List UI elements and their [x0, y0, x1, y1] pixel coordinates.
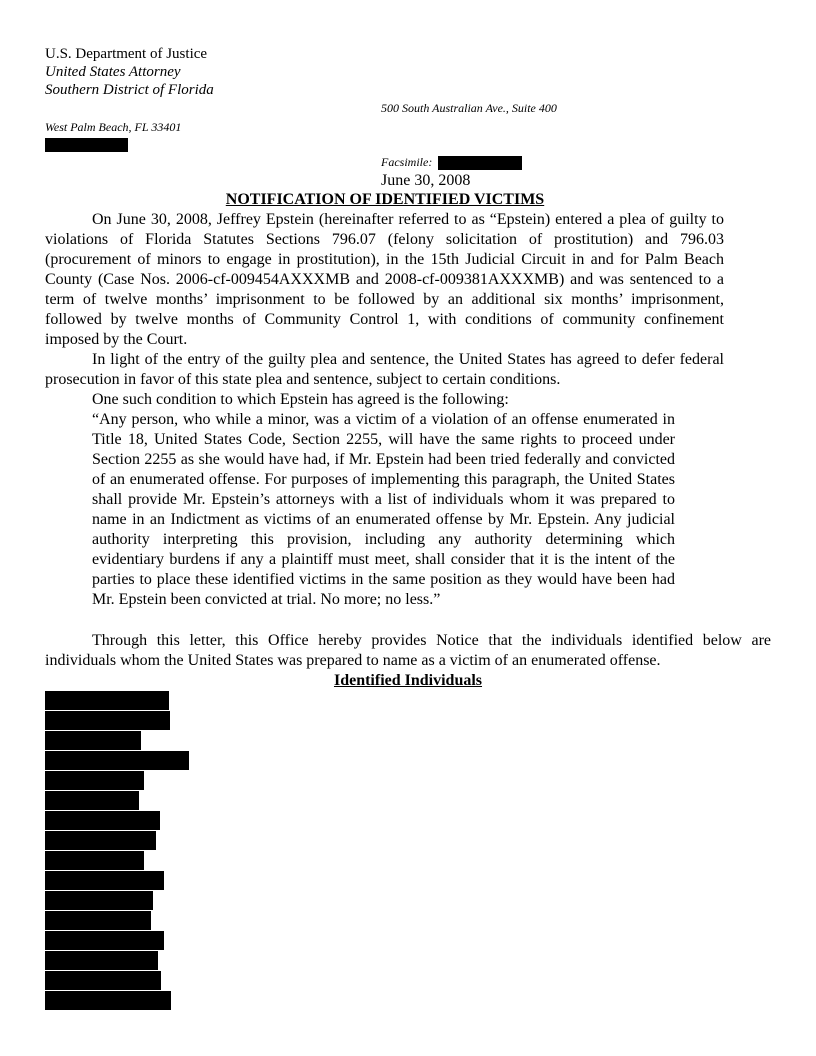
- redacted-individual: [45, 731, 141, 750]
- office-name: United States Attorney: [45, 64, 181, 80]
- redacted-individual: [45, 711, 170, 730]
- redacted-individual: [45, 831, 156, 850]
- letter-date: June 30, 2008: [381, 172, 471, 189]
- department-name: U.S. Department of Justice: [45, 46, 208, 62]
- redacted-phone: [45, 138, 128, 152]
- redacted-individual: [45, 991, 171, 1010]
- facsimile-line: [381, 155, 522, 170]
- paragraph-condition: One such condition to which Epstein has agreed is the following:: [92, 391, 509, 408]
- redacted-individual: [45, 771, 144, 790]
- redacted-individual: [45, 751, 189, 770]
- redacted-individual: [45, 951, 158, 970]
- redacted-individual: [45, 811, 160, 830]
- redacted-facsimile: [438, 156, 522, 170]
- redacted-individual: [45, 911, 151, 930]
- redacted-individual: [45, 931, 164, 950]
- quoted-condition: “Any person, who while a minor, was a victim of a violation of an offense enumerated in Title 18, United States Code, Section 2255, will have the same rights to proceed under Section 2255 as she would have had, if Mr. Epstein had been tried federally and convicted of an enumerated offense. For purposes of implementing this paragraph, the United States shall provide Mr. Epstein’s attorneys with a list of individuals whom it was prepared to name in an Indictment as victims of an enumerated offense by Mr. Epstein. Any judicial authority interpreting this provision, including any authority determining which evidentiary burdens if any a plaintiff must meet, shall consider that it is the intent of the parties to place these identified victims in the same position as they would have been had Mr. Epstein been convicted at trial. No more; no less.”: [92, 411, 675, 608]
- redacted-individual: [45, 891, 153, 910]
- paragraph-deferral: In light of the entry of the guilty plea and sentence, the United States has agreed to defer federal prosecution in favor of this state plea and sentence, subject to certain conditions.: [45, 351, 724, 388]
- office-address: 500 South Australian Ave., Suite 400: [381, 101, 557, 115]
- district-name: Southern District of Florida: [45, 82, 214, 98]
- facsimile-label: Facsimile:: [381, 155, 433, 169]
- list-heading-text: Identified Individuals: [333, 672, 483, 689]
- document-title: [0, 191, 770, 209]
- paragraph-notice: Through this letter, this Office hereby provides Notice that the individuals identified below are individuals whom the United States was prepared to name as a victim of an enumerated offense.: [45, 632, 771, 669]
- redacted-individual: [45, 791, 139, 810]
- redacted-individual: [45, 851, 144, 870]
- redacted-individual: [45, 971, 161, 990]
- office-city: West Palm Beach, FL 33401: [45, 120, 182, 134]
- redacted-individual: [45, 691, 169, 710]
- paragraph-plea: On June 30, 2008, Jeffrey Epstein (hereinafter referred to as “Epstein) entered a plea of guilty to violations of Florida Statutes Sections 796.07 (felony solicitation of prostitution) and 796.03 (procurement of minors to engage in prostitution), in the 15th Judicial Circuit in and for Palm Beach County (Case Nos. 2006-cf-009454AXXXMB and 2008-cf-009381AXXXMB) and was sentenced to a term of twelve months’ imprisonment to be followed by an additional six months’ imprisonment, followed by twelve months of Community Control 1, with conditions of community confinement imposed by the Court.: [45, 211, 724, 348]
- redacted-individual: [45, 871, 164, 890]
- list-heading: [0, 672, 816, 690]
- document-title-text: NOTIFICATION OF IDENTIFIED VICTIMS: [225, 191, 545, 208]
